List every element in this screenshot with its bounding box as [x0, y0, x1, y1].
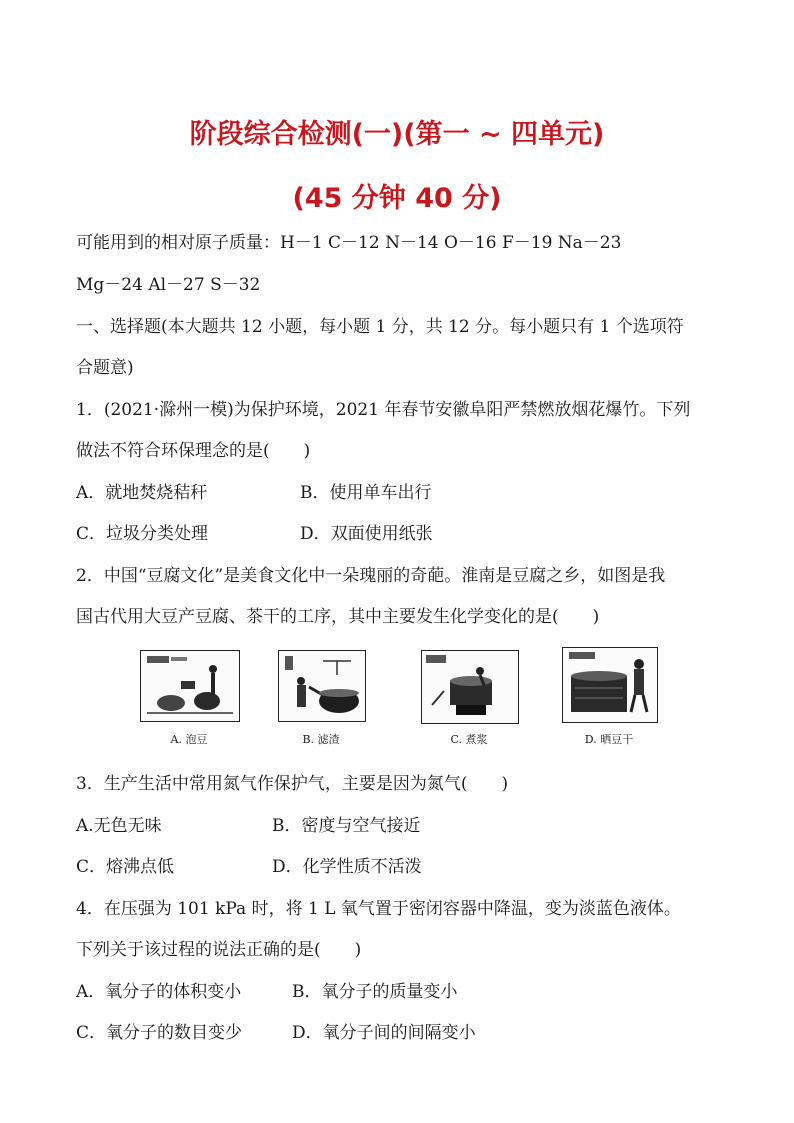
atomic-mass-line-2: Mg－24 Al－27 S－32 [76, 275, 261, 295]
q1-option-d: D．双面使用纸张 [300, 524, 433, 544]
figure-d-caption: D. 晒豆干 [584, 733, 634, 746]
figure-a-caption: A. 泡豆 [170, 733, 208, 746]
figure-b-filtering [278, 650, 366, 722]
atomic-mass-line-1: 可能用到的相对原子质量：H－1 C－12 N－14 O－16 F－19 Na－23 [76, 233, 622, 253]
q4-option-a: A．氧分子的体积变小 [76, 982, 242, 1002]
q4-option-c: C．氧分子的数目变少 [76, 1023, 243, 1043]
q1-option-a: A．就地焚烧秸秆 [76, 483, 208, 503]
figure-c-boiling [421, 650, 519, 724]
q2-stem-line-1: 2．中国“豆腐文化”是美食文化中一朵瑰丽的奇葩。淮南是豆腐之乡，如图是我 [76, 566, 666, 586]
q3-stem-line-1: 3．生产生活中常用氮气作保护气，主要是因为氮气( ) [76, 774, 509, 794]
section-heading-line-2: 合题意) [76, 358, 134, 378]
q3-option-d: D．化学性质不活泼 [272, 857, 422, 877]
q4-stem-line-2: 下列关于该过程的说法正确的是( ) [76, 940, 362, 960]
time-score-subtitle: (45 分钟 40 分) [292, 183, 502, 214]
figure-c-caption: C. 煮浆 [450, 733, 488, 746]
page-title: 阶段综合检测(一)(第一 ~ 四单元) [189, 119, 605, 150]
q1-stem-line-2: 做法不符合环保理念的是( ) [76, 441, 311, 461]
q1-stem-line-1: 1．(2021·滁州一模)为保护环境，2021 年春节安徽阜阳严禁燃放烟花爆竹。下列 [76, 400, 691, 420]
q4-stem-line-1: 4．在压强为 101 kPa 时，将 1 L 氧气置于密闭容器中降温，变为淡蓝色液体。 [76, 899, 681, 919]
section-heading-line-1: 一、选择题(本大题共 12 小题，每小题 1 分，共 12 分。每小题只有 1 个选项符 [76, 317, 684, 337]
q3-option-c: C．熔沸点低 [76, 857, 175, 877]
q3-option-a: A.无色无味 [76, 816, 162, 836]
figure-d-drying [562, 647, 658, 723]
q3-option-b: B．密度与空气接近 [272, 816, 421, 836]
figure-a-soaking-beans [140, 650, 240, 722]
figure-b-caption: B. 滤渣 [302, 733, 340, 746]
q1-option-b: B．使用单车出行 [300, 483, 432, 503]
q4-option-b: B．氧分子的质量变小 [292, 982, 458, 1002]
q1-option-c: C．垃圾分类处理 [76, 524, 209, 544]
q4-option-d: D．氧分子间的间隔变小 [292, 1023, 476, 1043]
q2-stem-line-2: 国古代用大豆产豆腐、茶干的工序，其中主要发生化学变化的是( ) [76, 607, 600, 627]
